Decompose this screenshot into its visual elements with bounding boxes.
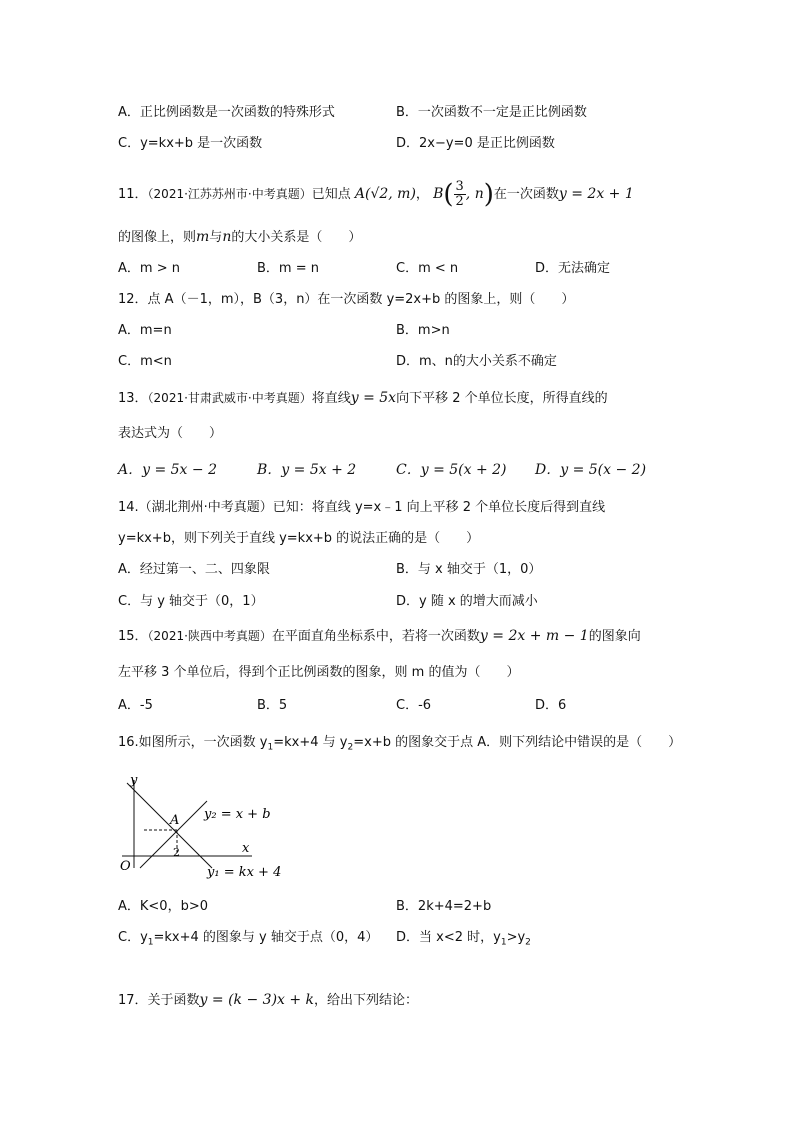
q14-option-c: C．与 y 轴交于（0，1） xyxy=(118,594,264,609)
y2-equation-label: y₂ = x + b xyxy=(204,807,271,822)
q15-option-a: A．-5 xyxy=(118,698,153,713)
point-a-formula: A(√2, m) xyxy=(354,186,416,202)
question-11-line2: 的图像上，则m与n的大小关系是（ ） xyxy=(118,229,362,245)
q16-option-b: B．2k+4=2+b xyxy=(396,899,492,914)
function-formula: y = 2x + 1 xyxy=(558,186,634,202)
point-a-label: A xyxy=(170,813,180,828)
q14-option-d: D．y 随 x 的增大而减小 xyxy=(396,594,538,609)
q12-option-c: C．m<n xyxy=(118,354,172,369)
question-text: 在一次函数 xyxy=(493,187,559,202)
question-15-line1: 15．（2021·陕西中考真题）在平面直角坐标系中，若将一次函数y = 2x + m − 1的图象向 xyxy=(118,628,641,644)
x-axis-label: x xyxy=(242,841,250,856)
tick-label-2: 2 xyxy=(173,846,180,859)
q10-option-d: D．2x−y=0 是正比例函数 xyxy=(396,136,555,151)
q16-option-a: A．K<0，b>0 xyxy=(118,899,208,914)
q16-option-d: D．当 x<2 时，$y_1>y_2$ xyxy=(396,930,531,948)
q10-option-a: A．正比例函数是一次函数的特殊形式 xyxy=(118,105,335,120)
q13-option-b: B．y = 5x + 2 xyxy=(257,462,357,478)
q12-option-a: A．m=n xyxy=(118,323,172,338)
q14-option-b: B．与 x 轴交于（1，0） xyxy=(396,562,542,577)
question-source: （2021·江苏苏州市·中考真题） xyxy=(147,187,312,201)
q13-option-a: A．y = 5x − 2 xyxy=(118,462,217,478)
q11-option-d: D．无法确定 xyxy=(535,261,611,276)
y1-equation-label: y₁ = kx + 4 xyxy=(207,865,282,880)
point-b-label: B xyxy=(433,186,444,202)
q15-option-d: D．6 xyxy=(535,698,567,713)
function-graph-figure xyxy=(112,768,292,880)
question-14-line1: 14.（湖北荆州·中考真题）已知：将直线 y=x﹣1 向上平移 2 个单位长度后得到直线 xyxy=(118,500,606,515)
point-b-n: , n xyxy=(465,186,484,202)
question-number: 11． xyxy=(118,187,148,202)
question-12: 12．点 A（－1，m），B（3，n）在一次函数 y=2x+b 的图象上，则（ ） xyxy=(118,292,575,307)
question-text: 已知点 xyxy=(311,187,351,202)
q15-option-b: B．5 xyxy=(257,698,288,713)
q13-option-d: D．y = 5(x − 2) xyxy=(535,462,647,478)
q12-option-d: D．m、n的大小关系不确定 xyxy=(396,354,557,369)
question-11-line1: 11．（2021·江苏苏州市·中考真题）已知点 A(√2, m)， B( $\frac{3}{2}$ , n)在一次函数y = 2x + 1 xyxy=(118,179,634,210)
question-15-line2: 左平移 3 个单位后，得到个正比例函数的图象，则 m 的值为（ ） xyxy=(118,665,520,680)
q10-option-b: B．一次函数不一定是正比例函数 xyxy=(396,105,587,120)
q10-option-c: C．y=kx+b 是一次函数 xyxy=(118,136,263,151)
function-formula: y = (k − 3)x + k xyxy=(199,992,315,1008)
point-b-fraction: $\frac{3}{2}$ xyxy=(455,179,464,209)
question-14-line2: y=kx+b，则下列关于直线 y=kx+b 的说法正确的是（ ） xyxy=(118,531,480,546)
function-formula: y = 2x + m − 1 xyxy=(479,628,589,644)
origin-label: O xyxy=(120,859,131,874)
question-13-line2: 表达式为（ ） xyxy=(118,426,223,441)
function-formula: y = 5x xyxy=(350,390,397,406)
q14-option-a: A．经过第一、二、四象限 xyxy=(118,562,270,577)
q11-option-c: C．m < n xyxy=(396,261,459,276)
q15-option-c: C．-6 xyxy=(396,698,432,713)
q13-option-c: C．y = 5(x + 2) xyxy=(396,462,507,478)
q12-option-b: B．m>n xyxy=(396,323,450,338)
question-17: 17．关于函数y = (k − 3)x + k，给出下列结论： xyxy=(118,992,419,1008)
q11-option-b: B．m = n xyxy=(257,261,319,276)
y-axis-label: y xyxy=(130,773,138,788)
q16-option-c: C．$y_1=kx+4$ 的图象与 y 轴交于点（0，4） xyxy=(118,930,379,948)
question-16: 16.如图所示，一次函数 $y_1=kx+4$ 与 $y_2=x+b$ 的图象交于点 A．则下列结论中错误的是（ ） xyxy=(118,735,682,753)
question-13-line1: 13．（2021·甘肃武威市·中考真题）将直线y = 5x向下平移 2 个单位长度，所得直线的 xyxy=(118,390,608,406)
q11-option-a: A．m > n xyxy=(118,261,180,276)
